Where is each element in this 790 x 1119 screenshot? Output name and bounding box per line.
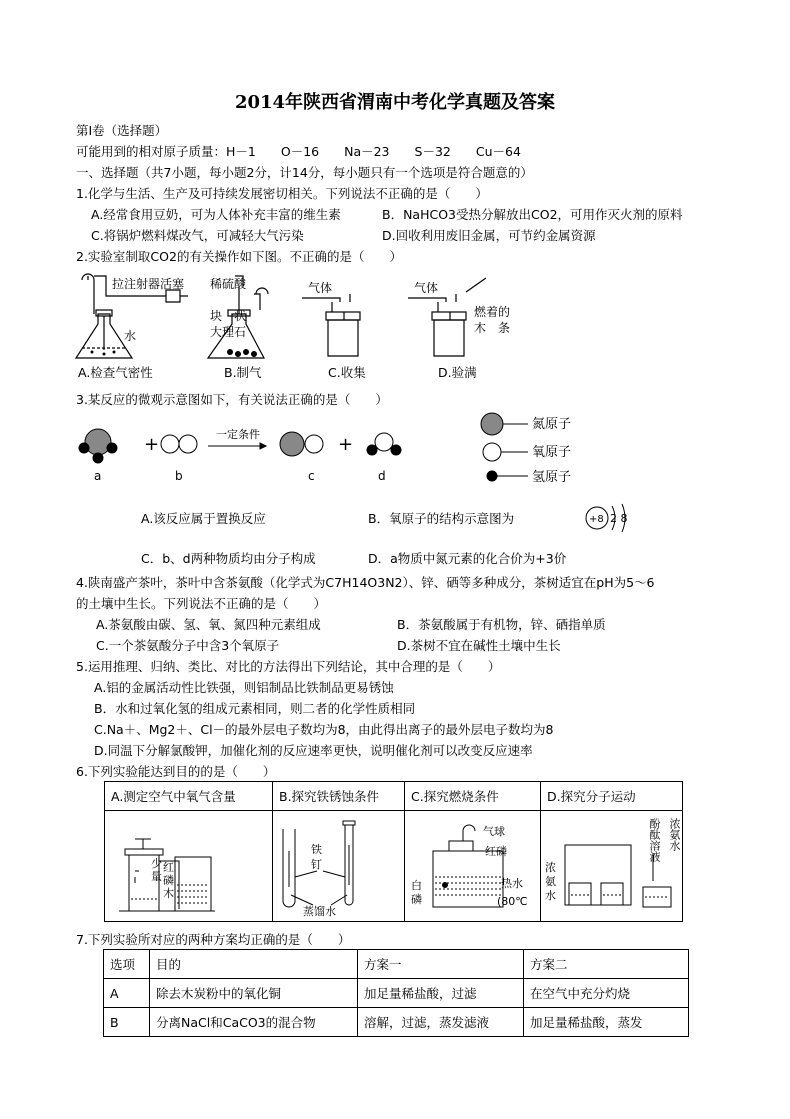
q6-figure-a-cell xyxy=(105,811,273,922)
q6-stem: 6.下列实验能达到目的的是（ ） xyxy=(76,764,276,779)
q6d-label-3: 浓 xyxy=(545,861,556,874)
q4-stem-line1: 4.陕南盛产茶叶，茶叶中含茶氨酸（化学式为C7H14O3N2）、锌、硒等多种成分，茶树适宜在pH为5～6 xyxy=(76,575,655,590)
q3-condition: 一定条件 xyxy=(216,428,260,441)
q6b-label-1: 铁 xyxy=(311,843,322,856)
table-row xyxy=(104,1008,689,1037)
oxygen-structure-diagram xyxy=(584,500,634,536)
q6b-label-2: 钉 xyxy=(311,858,322,871)
q4-option-c: C.一个茶氨酸分子中含3个氧原子 xyxy=(96,638,280,653)
q1-option-d: D.回收利用废旧金属，可节约金属资源 xyxy=(382,228,596,243)
q3-option-a: A.该反应属于置换反应 xyxy=(141,511,266,526)
q7-header-plan2: 方案二 xyxy=(524,950,689,979)
q2-stem: 2.实验室制取CO2的有关操作如下图。不正确的是（ ） xyxy=(76,249,402,264)
q4-option-d: D.茶树不宜在碱性土壤中生长 xyxy=(397,638,561,653)
part1-heading: 一、选择题（共7小题，每小题2分，计14分，每小题只有一个选项是符合题意的） xyxy=(76,165,533,180)
q7-cell: 除去木炭粉中的氧化铜 xyxy=(150,979,358,1008)
q6a-label-1: 少 xyxy=(151,857,162,870)
q2-option-a: A.检查气密性 xyxy=(78,365,153,380)
q5-option-b: B．水和过氧化氢的组成元素相同，则二者的化学性质相同 xyxy=(94,701,416,716)
q4-stem-line2: 的土壤中生长。下列说法不正确的是（ ） xyxy=(76,596,327,611)
q6-header-b: B.探究铁锈蚀条件 xyxy=(273,782,405,811)
q6b-label-3: 蒸馏水 xyxy=(303,905,336,918)
q7-cell: 加足量稀盐酸，过滤 xyxy=(358,979,524,1008)
q7-cell: A xyxy=(104,979,150,1008)
section-heading: 第Ⅰ卷（选择题） xyxy=(76,123,168,138)
q6c-label-6: (80℃ xyxy=(497,895,528,908)
q6-figure-b-cell xyxy=(273,811,405,922)
q6d-label-4: 氨 xyxy=(545,875,556,888)
q6a-label-4: 磷 xyxy=(163,874,174,887)
atomic-masses: 可能用到的相对原子质量：H－1 O－16 Na－23 S－32 Cu－64 xyxy=(76,144,521,159)
q1-option-b: B．NaHCO3受热分解放出CO2，可用作灭火剂的原料 xyxy=(382,207,683,222)
electron-shells: 2 8 xyxy=(610,512,628,525)
nucleus-charge: +8 xyxy=(589,514,604,525)
q6-header-a: A.测定空气中氧气含量 xyxy=(105,782,273,811)
q6c-label-4: 磷 xyxy=(411,893,422,906)
q2-label-block2: 大理石 xyxy=(210,325,247,339)
legend-hydrogen: 氢原子 xyxy=(532,470,572,485)
q7-cell: 在空气中充分灼烧 xyxy=(524,979,689,1008)
q3-option-b: B．氧原子的结构示意图为 xyxy=(368,511,515,526)
q2-label-water: 水 xyxy=(124,329,137,343)
q3-label-b: b xyxy=(175,469,183,483)
q7-stem: 7.下列实验所对应的两种方案均正确的是（ ） xyxy=(76,932,351,947)
legend-oxygen: 氧原子 xyxy=(532,445,572,460)
q3-stem: 3.某反应的微观示意图如下，有关说法正确的是（ ） xyxy=(76,392,388,407)
q7-cell: 溶解，过滤，蒸发滤液 xyxy=(358,1008,524,1037)
q1-option-a: A.经常食用豆奶，可为人体补充丰富的维生素 xyxy=(91,207,341,222)
q2-label-burning1: 燃着的 xyxy=(474,305,511,319)
q7-cell: 分离NaCl和CaCO3的混合物 xyxy=(150,1008,358,1037)
q1-stem: 1.化学与生活、生产及可持续发展密切相关。下列说法不正确的是（ ） xyxy=(76,186,488,201)
q2-label-burning2: 木 条 xyxy=(474,321,511,335)
q7-cell: 加足量稀盐酸，蒸发 xyxy=(524,1008,689,1037)
q3-label-c: c xyxy=(308,469,315,483)
q6c-label-5: 热水 xyxy=(501,877,523,890)
q6-header-c: C.探究燃烧条件 xyxy=(405,782,541,811)
q7-header-option: 选项 xyxy=(104,950,150,979)
q6a-label-5: 木 xyxy=(163,887,174,900)
q5-option-d: D.同温下分解氯酸钾，加催化剂的反应速率更快，说明催化剂可以改变反应速率 xyxy=(94,743,533,758)
q2-option-b: B.制气 xyxy=(224,365,262,380)
q2-option-c: C.收集 xyxy=(328,365,366,380)
q6-table xyxy=(104,781,683,922)
q6d-label-5: 水 xyxy=(545,889,556,902)
q3-label-d: d xyxy=(378,469,386,483)
q6d-label-phenolphthalein: 酚酞溶液 xyxy=(648,818,661,862)
q2-option-d: D.验满 xyxy=(438,365,477,380)
q3-option-d: D．a物质中氮元素的化合价为+3价 xyxy=(368,551,567,566)
q6a-label-2: 量 xyxy=(151,870,162,883)
table-row xyxy=(104,979,689,1008)
q7-table xyxy=(103,949,689,1037)
q6-figure-c xyxy=(405,811,541,921)
q6c-label-1: 气球 xyxy=(483,825,505,838)
page-title: 2014年陕西省渭南中考化学真题及答案 xyxy=(234,92,556,113)
q5-stem: 5.运用推理、归纳、类比、对比的方法得出下列结论，其中合理的是（ ） xyxy=(76,659,501,674)
q6-header-d: D.探究分子运动 xyxy=(541,782,683,811)
q4-option-a: A.茶氨酸由碳、氢、氧、氮四种元素组成 xyxy=(96,617,321,632)
q6a-label-3: 红 xyxy=(163,861,174,874)
q2-label-acid: 稀硫酸 xyxy=(210,277,247,291)
q7-header-plan1: 方案一 xyxy=(358,950,524,979)
q7-header-purpose: 目的 xyxy=(150,950,358,979)
q2-label-block1: 块 状 xyxy=(210,309,247,323)
q2-label-gas-d: 气体 xyxy=(414,281,439,295)
q6-figure-b xyxy=(273,811,405,921)
q6c-label-3: 白 xyxy=(411,879,422,892)
q2-label-gas-c: 气体 xyxy=(308,281,333,295)
q5-option-c: C.Na＋、Mg2＋、Cl－的最外层电子数均为8，由此得出离子的最外层电子数均为8 xyxy=(94,722,554,737)
q4-option-b: B．茶氨酸属于有机物，锌、硒指单质 xyxy=(397,617,606,632)
q5-option-a: A.铝的金属活动性比铁强，则铝制品比铁制品更易锈蚀 xyxy=(94,680,394,695)
q3-label-a: a xyxy=(94,469,102,483)
legend-nitrogen: 氮原子 xyxy=(532,417,572,432)
q6-figure-c-cell xyxy=(405,811,541,922)
q3-reaction-figure xyxy=(70,406,590,486)
q3-option-c: C．b、d两种物质均由分子构成 xyxy=(141,551,316,566)
q3-plus-1: + xyxy=(144,434,160,455)
q2-label-syringe: 拉注射器活塞 xyxy=(112,277,185,291)
q6d-label-ammonia: 浓氨水 xyxy=(668,818,681,851)
q6-figure-a xyxy=(105,811,273,921)
q3-plus-2: + xyxy=(338,434,354,455)
q1-option-c: C.将锅炉燃料煤改气，可减轻大气污染 xyxy=(91,228,304,243)
q7-cell: B xyxy=(104,1008,150,1037)
q6c-label-2: 红磷 xyxy=(485,845,507,858)
